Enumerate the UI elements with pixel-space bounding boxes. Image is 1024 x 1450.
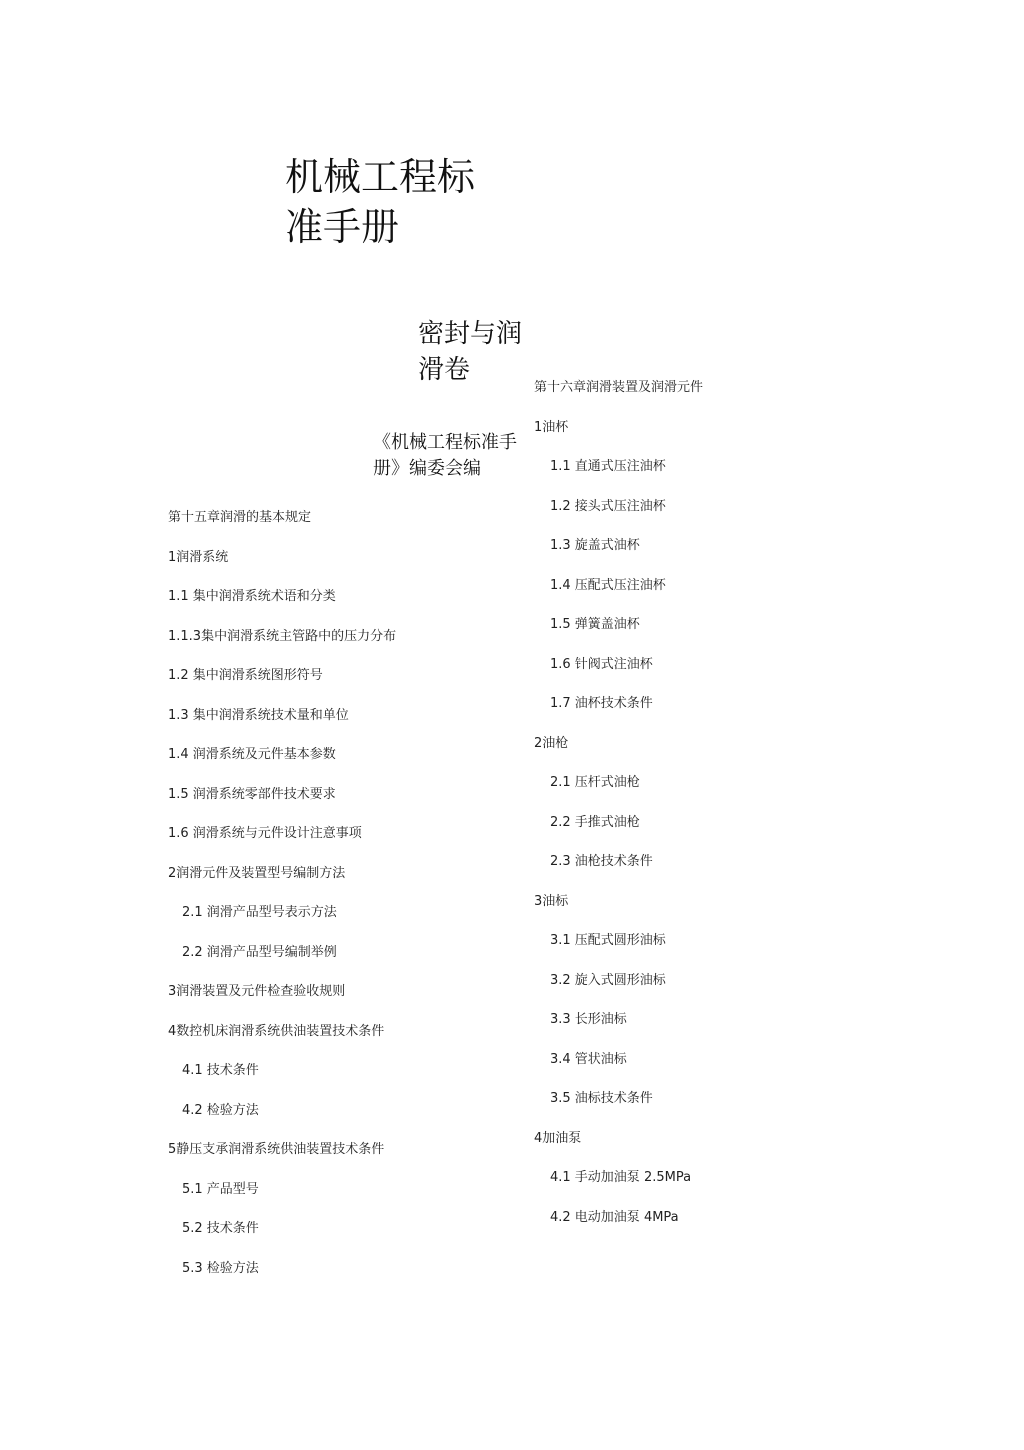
- toc-entry: 3.2 旋入式圆形油标: [550, 972, 666, 988]
- toc-entry: 1.5 润滑系统零部件技术要求: [168, 786, 336, 802]
- toc-entry: 2.3 油枪技术条件: [550, 854, 653, 869]
- toc-entry: 3润滑装置及元件检查验收规则: [168, 984, 346, 999]
- toc-entry: 2润滑元件及装置型号编制方法: [168, 865, 346, 881]
- toc-entry: 1.2 集中润滑系统图形符号: [168, 668, 323, 683]
- toc-entry: 5.2 技术条件: [182, 1221, 259, 1236]
- toc-entry: 4数控机床润滑系统供油装置技术条件: [168, 1023, 385, 1039]
- toc-entry: 1.4 压配式压注油杯: [550, 577, 666, 593]
- toc-entry: 3.5 油标技术条件: [550, 1091, 653, 1106]
- toc-chapter-15: [168, 508, 396, 1298]
- toc-entry: 2油枪: [534, 735, 569, 751]
- toc-chapter-16: [534, 378, 703, 1247]
- toc-entry: 1.6 润滑系统与元件设计注意事项: [168, 826, 362, 841]
- toc-entry: 3.4 管状油标: [550, 1051, 627, 1067]
- toc-entry: 2.1 压杆式油枪: [550, 775, 640, 790]
- toc-entry: 2.2 润滑产品型号编制举例: [182, 944, 337, 960]
- editor-credit-line2: 册》编委会编: [373, 458, 481, 479]
- toc-entry: 3.3 长形油标: [550, 1012, 627, 1027]
- editor-credit-line1: 《机械工程标准手: [373, 432, 517, 453]
- toc-entry: 4加油泵: [534, 1130, 582, 1146]
- handbook-title-line1: 机械工程标: [285, 155, 476, 199]
- toc-entry: 第十五章润滑的基本规定: [168, 510, 312, 525]
- toc-entry: 1润滑系统: [168, 549, 229, 565]
- volume-title-line1: 密封与润: [418, 319, 523, 349]
- toc-entry: 1.3 旋盖式油杯: [550, 538, 640, 553]
- editor-credit: [373, 430, 517, 482]
- toc-entry: 第十六章润滑装置及润滑元件: [534, 380, 704, 395]
- toc-entry: 1.1.3集中润滑系统主管路中的压力分布: [168, 628, 397, 644]
- toc-entry: 4.2 检验方法: [182, 1102, 259, 1118]
- toc-entry: 1.3 集中润滑系统技术量和单位: [168, 707, 349, 723]
- toc-entry: 1.4 润滑系统及元件基本参数: [168, 747, 336, 762]
- toc-entry: 5.1 产品型号: [182, 1181, 259, 1197]
- toc-entry: 1.1 集中润滑系统术语和分类: [168, 589, 336, 604]
- toc-entry: 4.2 电动加油泵 4MPa: [550, 1209, 679, 1225]
- volume-title-line2: 滑卷: [418, 355, 471, 385]
- toc-entry: 5.3 检验方法: [182, 1260, 259, 1276]
- toc-entry: 3.1 压配式圆形油标: [550, 933, 666, 948]
- toc-entry: 1.5 弹簧盖油杯: [550, 617, 640, 632]
- toc-entry: 1.7 油杯技术条件: [550, 696, 653, 711]
- toc-entry: 1油杯: [534, 419, 569, 435]
- toc-entry: 1.2 接头式压注油杯: [550, 498, 666, 514]
- handbook-title-line2: 准手册: [285, 205, 400, 249]
- toc-entry: 1.6 针阀式注油杯: [550, 656, 653, 672]
- handbook-title: [285, 152, 475, 252]
- toc-entry: 4.1 技术条件: [182, 1063, 259, 1078]
- toc-entry: 3油标: [534, 893, 569, 909]
- toc-entry: 2.2 手推式油枪: [550, 814, 640, 830]
- toc-entry: 4.1 手动加油泵 2.5MPa: [550, 1170, 692, 1185]
- toc-entry: 5静压支承润滑系统供油装置技术条件: [168, 1142, 385, 1157]
- toc-entry: 1.1 直通式压注油杯: [550, 459, 666, 474]
- volume-title: [418, 316, 522, 388]
- toc-entry: 2.1 润滑产品型号表示方法: [182, 905, 337, 920]
